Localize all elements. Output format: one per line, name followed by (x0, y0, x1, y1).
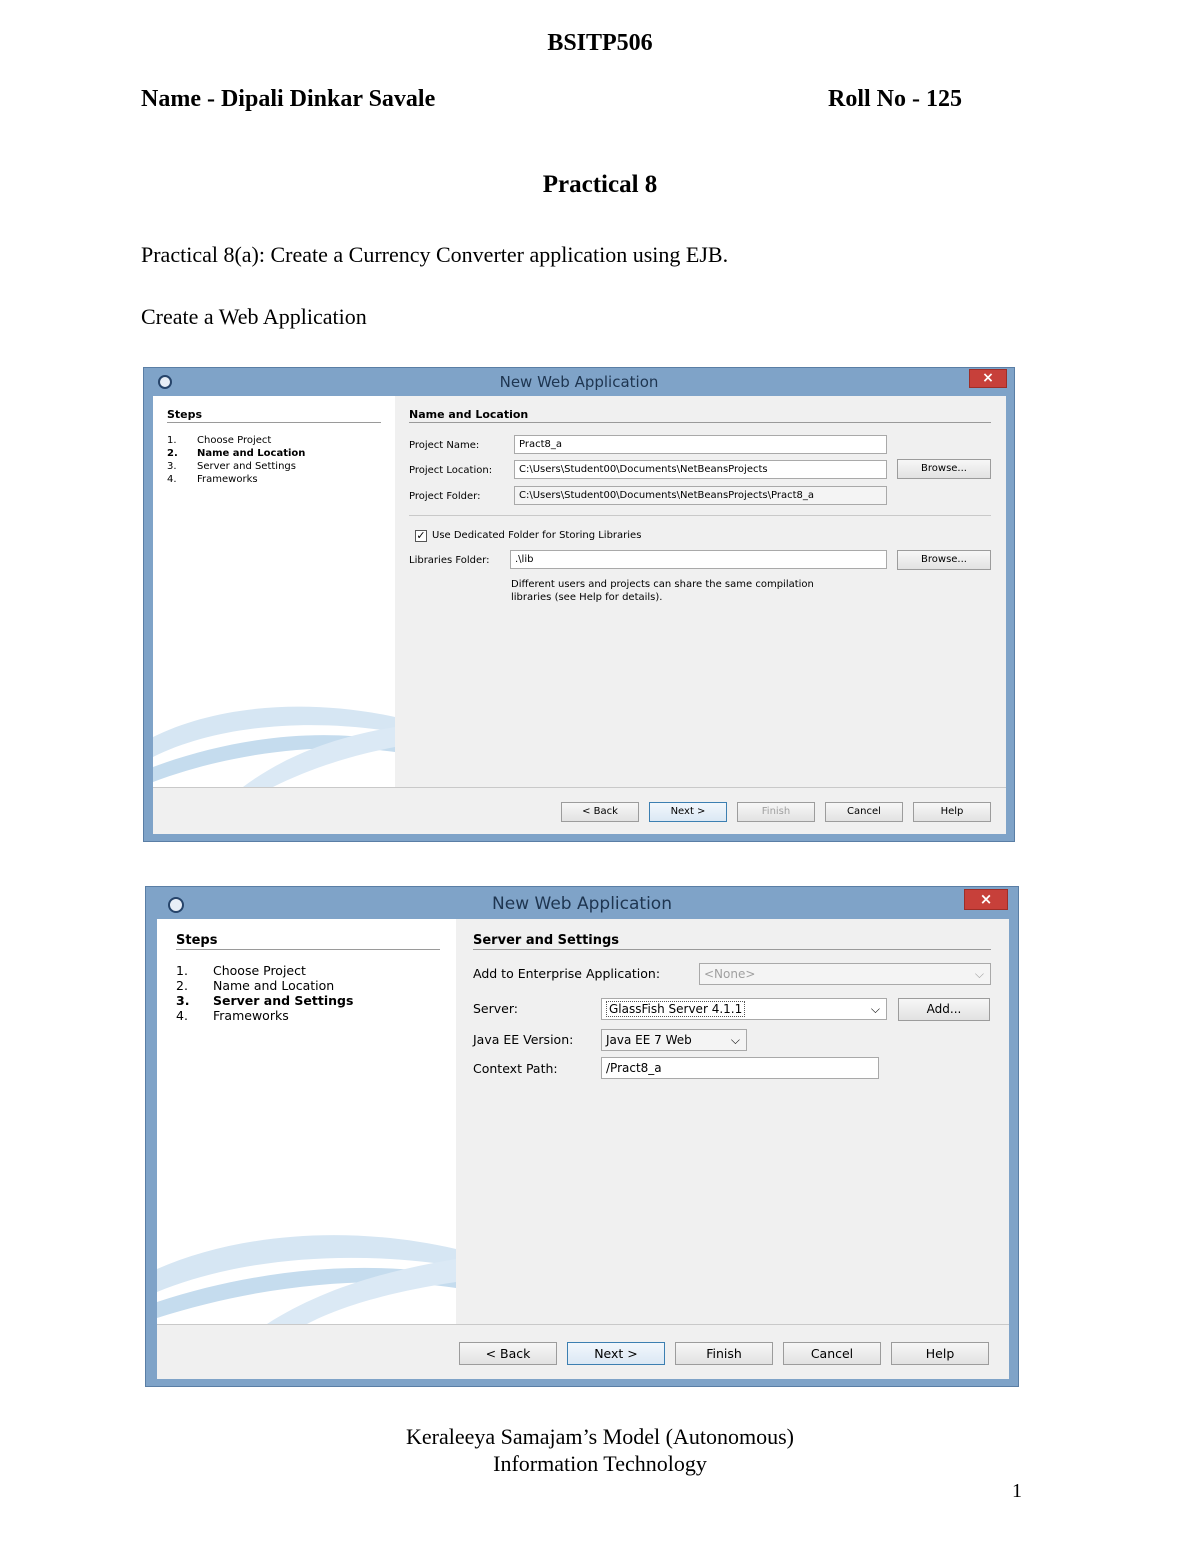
use-dedicated-folder-checkbox[interactable]: ✓ (416, 529, 426, 542)
new-web-application-dialog-server-settings (145, 886, 1019, 1387)
project-folder-field: C:\Users\Student00\Documents\NetBeansProjects\Pract8_a (514, 486, 887, 505)
project-location-label: Project Location: (409, 465, 493, 476)
button-bar (153, 787, 1006, 834)
project-name-field[interactable]: Pract8_a (514, 435, 887, 454)
steps-list (167, 434, 305, 486)
context-path-label: Context Path: (473, 1061, 558, 1076)
cancel-button[interactable]: Cancel (783, 1342, 881, 1365)
use-dedicated-folder-label[interactable]: Use Dedicated Folder for Storing Libraries (432, 530, 642, 541)
dialog-body (153, 396, 1006, 833)
practical-subtitle: Practical 8(a): Create a Currency Converter application using EJB. (141, 242, 729, 267)
button-bar (157, 1324, 1009, 1379)
chevron-down-icon: ⌵ (974, 967, 984, 981)
netbeans-app-icon (158, 375, 172, 389)
student-name: Name - Dipali Dinkar Savale (141, 86, 436, 112)
chevron-down-icon: ⌵ (730, 1033, 740, 1047)
step-item-current: 3. Server and Settings (176, 993, 354, 1008)
panel-title: Name and Location (409, 408, 991, 423)
dialog-titlebar[interactable] (146, 887, 1018, 919)
context-path-field[interactable]: /Pract8_a (601, 1057, 879, 1079)
back-button[interactable]: < Back (561, 802, 639, 822)
new-web-application-dialog-name-location (143, 367, 1015, 842)
help-button[interactable]: Help (913, 802, 991, 822)
enterprise-application-label: Add to Enterprise Application: (473, 966, 661, 981)
practical-title: Practical 8 (542, 171, 658, 198)
footer-department: Information Technology (493, 1451, 707, 1476)
steps-panel (157, 919, 456, 1324)
steps-title: Steps (176, 933, 440, 950)
step-item: 4. Frameworks (167, 474, 258, 485)
step-item: 2. Name and Location (176, 978, 335, 993)
server-combo[interactable]: GlassFish Server 4.1.1 ⌵ (601, 998, 887, 1020)
swoosh-graphic (157, 1204, 456, 1324)
step-item-current: 2. Name and Location (167, 448, 306, 459)
browse-libraries-button[interactable]: Browse... (897, 550, 991, 570)
libraries-folder-field[interactable]: .\lib (510, 550, 887, 569)
swoosh-graphic (153, 677, 395, 787)
step-item: 1. Choose Project (167, 435, 272, 446)
next-button[interactable]: Next > (567, 1342, 665, 1365)
help-button[interactable]: Help (891, 1342, 989, 1365)
page-number: 1 (1012, 1480, 1022, 1502)
dialog-titlebar[interactable] (144, 368, 1014, 396)
step-item: 3. Server and Settings (167, 461, 296, 472)
project-location-field[interactable]: C:\Users\Student00\Documents\NetBeansProjects (514, 460, 887, 479)
java-ee-version-combo[interactable]: Java EE 7 Web ⌵ (601, 1029, 747, 1051)
enterprise-application-combo[interactable]: <None> ⌵ (699, 963, 991, 985)
close-icon: × (982, 370, 994, 386)
netbeans-app-icon (168, 897, 184, 913)
dialog-title: New Web Application (499, 373, 659, 391)
panel-title: Server and Settings (473, 933, 991, 950)
project-folder-label: Project Folder: (409, 491, 481, 502)
cancel-button[interactable]: Cancel (825, 802, 903, 822)
back-button[interactable]: < Back (459, 1342, 557, 1365)
steps-panel (153, 396, 395, 787)
steps-list (176, 963, 353, 1023)
finish-button[interactable]: Finish (675, 1342, 773, 1365)
next-button[interactable]: Next > (649, 802, 727, 822)
step-item: 1. Choose Project (176, 963, 306, 978)
dialog-title: New Web Application (492, 894, 672, 914)
section-title: Create a Web Application (141, 304, 367, 329)
steps-title: Steps (167, 408, 381, 423)
server-label: Server: (473, 1001, 518, 1016)
dialog-body (157, 919, 1009, 1378)
close-button[interactable] (969, 369, 1007, 388)
close-icon: × (979, 890, 993, 908)
project-name-label: Project Name: (409, 440, 480, 451)
chevron-down-icon: ⌵ (870, 1002, 880, 1016)
footer-institution: Keraleeya Samajam’s Model (Autonomous) (406, 1424, 794, 1449)
roll-number: Roll No - 125 (828, 86, 962, 112)
libraries-info-line1: Different users and projects can share the same compilation (511, 579, 814, 590)
libraries-info-line2: libraries (see Help for details). (511, 592, 663, 603)
separator (409, 515, 991, 516)
close-button[interactable] (964, 889, 1008, 910)
finish-button[interactable]: Finish (737, 802, 815, 822)
libraries-folder-label: Libraries Folder: (409, 555, 490, 566)
add-server-button[interactable]: Add... (898, 998, 990, 1021)
step-item: 4. Frameworks (176, 1008, 289, 1023)
java-ee-version-label: Java EE Version: (473, 1032, 574, 1047)
course-code: BSITP506 (547, 30, 653, 56)
browse-location-button[interactable]: Browse... (897, 459, 991, 479)
